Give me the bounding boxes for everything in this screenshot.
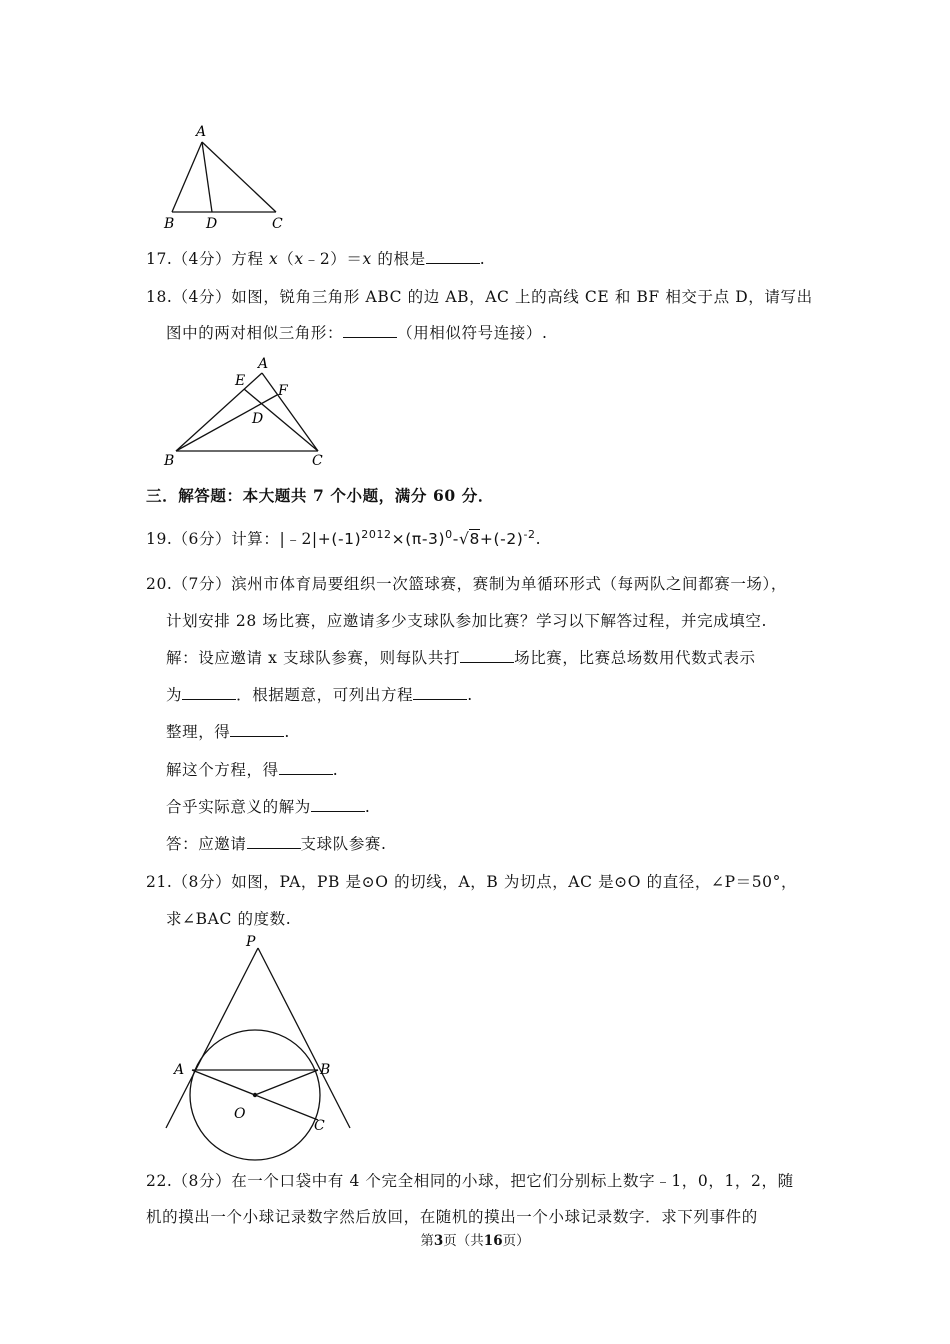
question-22-line2: 机的摸出一个小球记录数字然后放回，在随机的摸出一个小球记录数字．求下列事件的 bbox=[146, 1208, 758, 1226]
label-f: F bbox=[278, 383, 288, 399]
label-b: B bbox=[164, 453, 175, 469]
question-22-line1: 22.（8分）在一个口袋中有 4 个完全相同的小球，把它们分别标上数字﹣1，0，1，2，随 bbox=[146, 1172, 794, 1190]
answer-blank bbox=[426, 249, 480, 264]
section-title: 三．解答题：本大题共 7 个小题，满分 60 分． bbox=[146, 486, 494, 505]
question-20-line2: 计划安排 28 场比赛，应邀请多少支球队参加比赛？学习以下解答过程，并完成填空. bbox=[166, 612, 768, 630]
label-b: B bbox=[164, 216, 175, 232]
label-c: C bbox=[272, 216, 283, 232]
label-c: C bbox=[312, 453, 323, 469]
question-20-line1: 20.（7分）滨州市体育局要组织一次篮球赛，赛制为单循环形式（每两队之间都赛一场）， bbox=[146, 575, 787, 593]
answer-blank bbox=[247, 834, 301, 849]
figure-acute-triangle-altitudes bbox=[160, 355, 340, 470]
formula: $(-1)^{2012}\times(\pi-3)^0-√8+(-2)^{-2}$ bbox=[331, 528, 536, 549]
answer-blank bbox=[279, 760, 333, 775]
label-e: E bbox=[235, 373, 246, 389]
label-d: D bbox=[252, 411, 264, 427]
question-21-line2: 求∠BAC 的度数. bbox=[166, 910, 292, 928]
label-c: C bbox=[314, 1118, 325, 1134]
question-20-line4: 为 ．根据题意，可列出方程 . bbox=[166, 686, 473, 704]
question-17: 17.（4分）方程 x（x﹣2）＝x 的根是 . bbox=[146, 250, 486, 268]
question-21-line1: 21.（8分）如图，PA，PB 是⊙O 的切线，A，B 为切点，AC 是⊙O 的直径，∠P＝50°， bbox=[146, 873, 798, 891]
answer-blank bbox=[230, 722, 284, 737]
question-20-line3: 解：设应邀请 x 支球队参赛，则每队共打 场比赛，比赛总场数用代数式表示 bbox=[166, 649, 756, 667]
question-20-line5: 整理，得 . bbox=[166, 723, 290, 741]
label-o: O bbox=[234, 1106, 246, 1122]
answer-blank bbox=[413, 685, 467, 700]
label-b: B bbox=[320, 1062, 331, 1078]
answer-blank bbox=[182, 685, 236, 700]
answer-blank bbox=[343, 323, 397, 338]
label-a: A bbox=[174, 1062, 185, 1078]
answer-blank bbox=[460, 648, 514, 663]
figure-circle-tangents bbox=[160, 930, 360, 1165]
label-d: D bbox=[206, 216, 218, 232]
page-footer: 第3页（共16页） bbox=[420, 1233, 530, 1249]
question-20-line8: 答：应邀请 支球队参赛. bbox=[166, 835, 387, 853]
question-18-line2: 图中的两对相似三角形： （用相似符号连接）. bbox=[166, 324, 548, 342]
sqrt-sign: √ bbox=[458, 530, 470, 549]
label-p: P bbox=[246, 934, 256, 950]
label-a: A bbox=[196, 124, 207, 140]
figure-triangle-abd bbox=[160, 120, 300, 235]
question-19: 19.（6分）计算：$|﹣2|+(-1)^{2012}\times(\pi-3)^0-√8+(-2)^{-2}$. bbox=[146, 528, 542, 549]
label-a: A bbox=[258, 356, 269, 372]
question-20-line7: 合乎实际意义的解为 . bbox=[166, 798, 371, 816]
question-18-line1: 18.（4分）如图，锐角三角形 ABC 的边 AB，AC 上的高线 CE 和 BF 相交于点 D，请写出 bbox=[146, 288, 813, 306]
answer-blank bbox=[311, 797, 365, 812]
question-20-line6: 解这个方程，得 . bbox=[166, 761, 339, 779]
